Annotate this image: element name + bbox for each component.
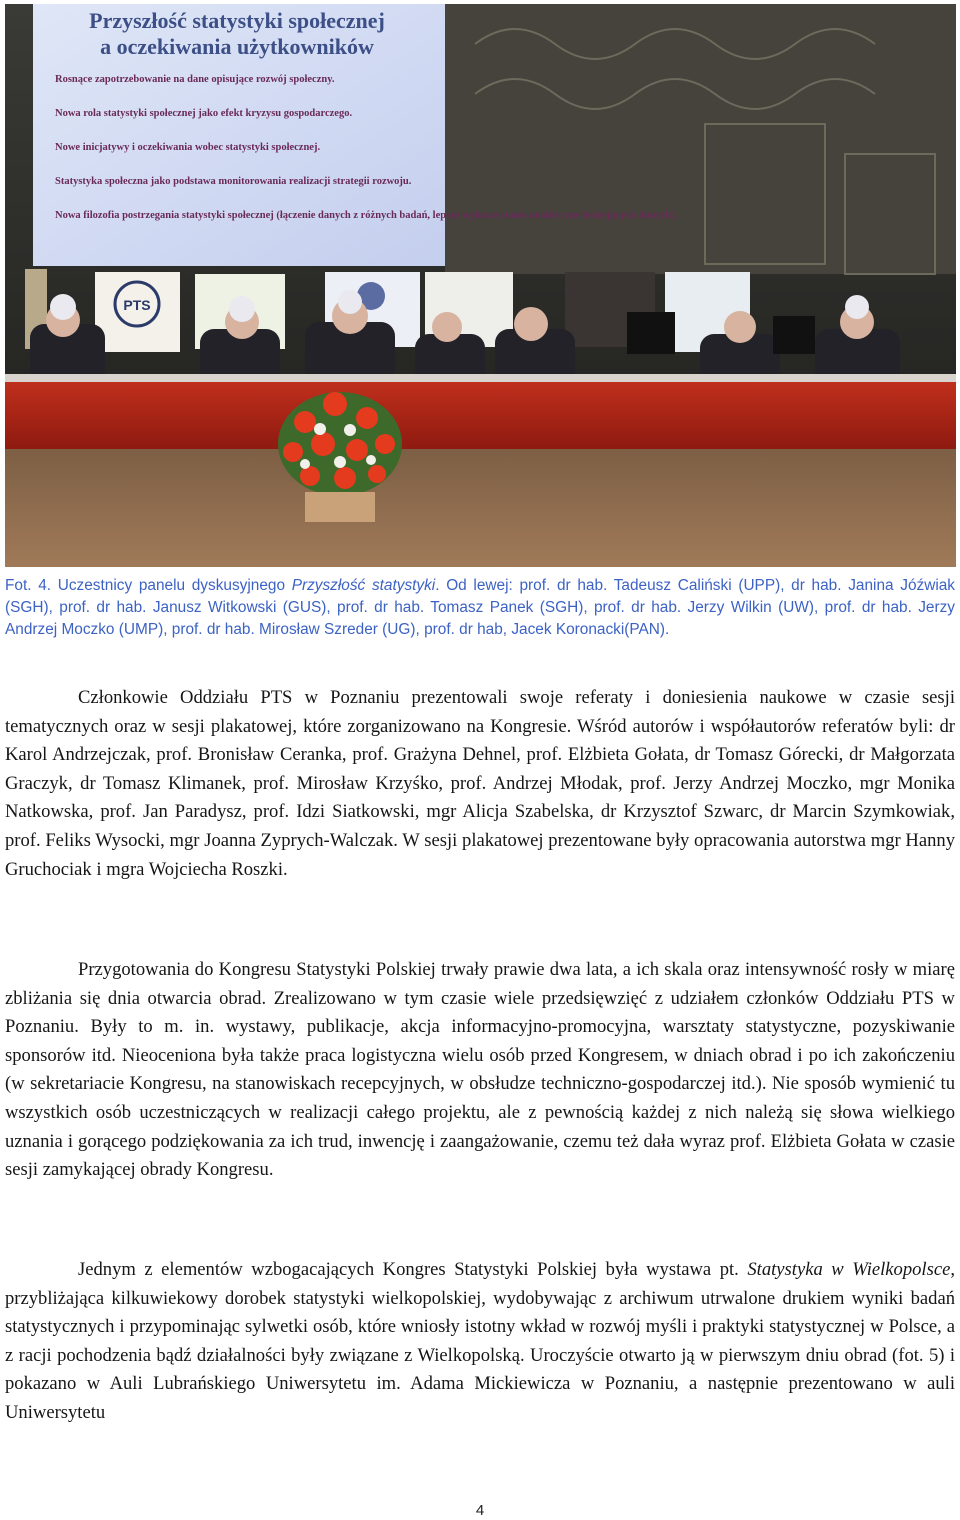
paragraph-3-text-b: , przybliżająca kilkuwiekowy dorobek statystyki wielkopolskiej, wydobywając z archiwum utrwalone drukiem wyniki badań statystycznych i przypominając sylwetki osób, które wniosły istotny wkład w rozwój myśli i praktyki statystycznej w Polsce, a z racji pochodzenia bądź działalności były związane z Wielkopolską. Uroczyście otwarto ją w pierwszym dniu obrad (fot. 5) i pokazano w Auli Lubrańskiego Uniwersytetu im. Adama Mickiewicza w Poznaniu, a następnie prezentowano w auli Uniwersytetu xyxy=(5,1259,955,1423)
caption-prefix: Fot. 4. Uczestnicy panelu dyskusyjnego xyxy=(5,577,292,594)
paragraph-2 xyxy=(5,956,955,1185)
page-number: 4 xyxy=(475,1502,485,1519)
banner-logo: PTS xyxy=(123,297,151,313)
slide-title-1: Przyszłość statystyki społecznej xyxy=(89,8,385,33)
slide-bullet-3: Nowe inicjatywy i oczekiwania wobec statystyki społecznej. xyxy=(55,142,321,153)
slide-bullet-1: Rosnące zapotrzebowanie na dane opisujące rozwój społeczny. xyxy=(55,74,335,85)
slide-bullet-2: Nowa rola statystyki społecznej jako efekt kryzysu gospodarczego. xyxy=(55,108,353,119)
slide-bullet-4: Statystyka społeczna jako podstawa monitorowania realizacji strategii rozwoju. xyxy=(55,176,412,187)
paragraph-3-text-a: Jednym z elementów wzbogacających Kongres Statystyki Polskiej była wystawa pt. xyxy=(78,1259,748,1280)
slide-bullet-5: Nowa filozofia postrzegania statystyki społecznej (łączenie danych z różnych badań, lepsze wykorzystanie analityczne istniejących danych). xyxy=(55,210,678,221)
photo-caption xyxy=(5,575,955,640)
exhibition-title: Statystyka w Wielkopolsce xyxy=(747,1259,951,1280)
caption-rest: . Od lewej: prof. dr hab. Tadeusz Caliński (UPP), dr hab. Janina Jóźwiak (SGH), prof. dr hab. Janusz Witkowski (GUS), prof. dr hab. Tomasz Panek (SGH), prof. dr hab. Jerzy Wilkin (UW), prof. dr hab. Jerzy Andrzej Moczko (UMP), prof. dr hab. Mirosław Szreder (UG), prof. dr hab, Jacek Koronacki(PAN). xyxy=(5,577,955,638)
paragraph-1 xyxy=(5,684,955,884)
panel-discussion-photo xyxy=(5,4,956,567)
conference-photo xyxy=(5,4,956,567)
paragraph-2-text: Przygotowania do Kongresu Statystyki Polskiej trwały prawie dwa lata, a ich skala oraz intensywność rosły w miarę zbliżania się dnia otwarcia obrad. Zrealizowano w tym czasie wiele przedsięwzięć z udziałem członków Oddziału PTS w Poznaniu. Były to m. in. wystawy, publikacje, akcja informacyjno-promocyjna, warsztaty statystyczne, pozyskiwanie sponsorów itd. Nieoceniona była także praca logistyczna wielu osób przed Kongresem, w dniach obrad i po ich zakończeniu (w sekretariacie Kongresu, na stanowiskach recepcyjnych, w obsłudze techniczno-gospodarczej itd.). Nie sposób wymienić tu wszystkich osób uczestniczących w realizacji całego projektu, ale z pewnością każdej z nich należą się słowa wielkiego uznania i gorącego podziękowania za ich trud, inwencję i zaangażowanie, czemu też dała wyraz prof. Elżbieta Gołata w czasie sesji zamykającej obrady Kongresu. xyxy=(5,959,955,1181)
slide-title-2: a oczekiwania użytkowników xyxy=(100,34,374,59)
panel-table xyxy=(5,379,956,449)
paragraph-3 xyxy=(5,1256,955,1428)
paragraph-1-text: Członkowie Oddziału PTS w Poznaniu prezentowali swoje referaty i doniesienia naukowe w czasie sesji tematycznych oraz w sesji plakatowej, które zorganizowano na Kongresie. Wśród autorów i współautorów referatów byli: dr Karol Andrzejczak, prof. Bronisław Ceranka, prof. Grażyna Dehnel, prof. Elżbieta Gołata, dr Tomasz Górecki, dr Małgorzata Graczyk, dr Tomasz Klimanek, prof. Mirosław Krzyśko, prof. Andrzej Młodak, prof. Jerzy Andrzej Moczko, mgr Monika Natkowska, prof. Jan Paradysz, prof. Idzi Siatkowski, mgr Alicja Szabelska, dr Krzysztof Szwarc, dr Marcin Szymkowiak, prof. Feliks Wysocki, mgr Joanna Zyprych-Walczak. W sesji plakatowej prezentowane były opracowania autorstwa mgr Hanny Gruchociak i mgra Wojciecha Roszki. xyxy=(5,687,955,880)
caption-italic-title: Przyszłość statystyki xyxy=(291,577,436,594)
